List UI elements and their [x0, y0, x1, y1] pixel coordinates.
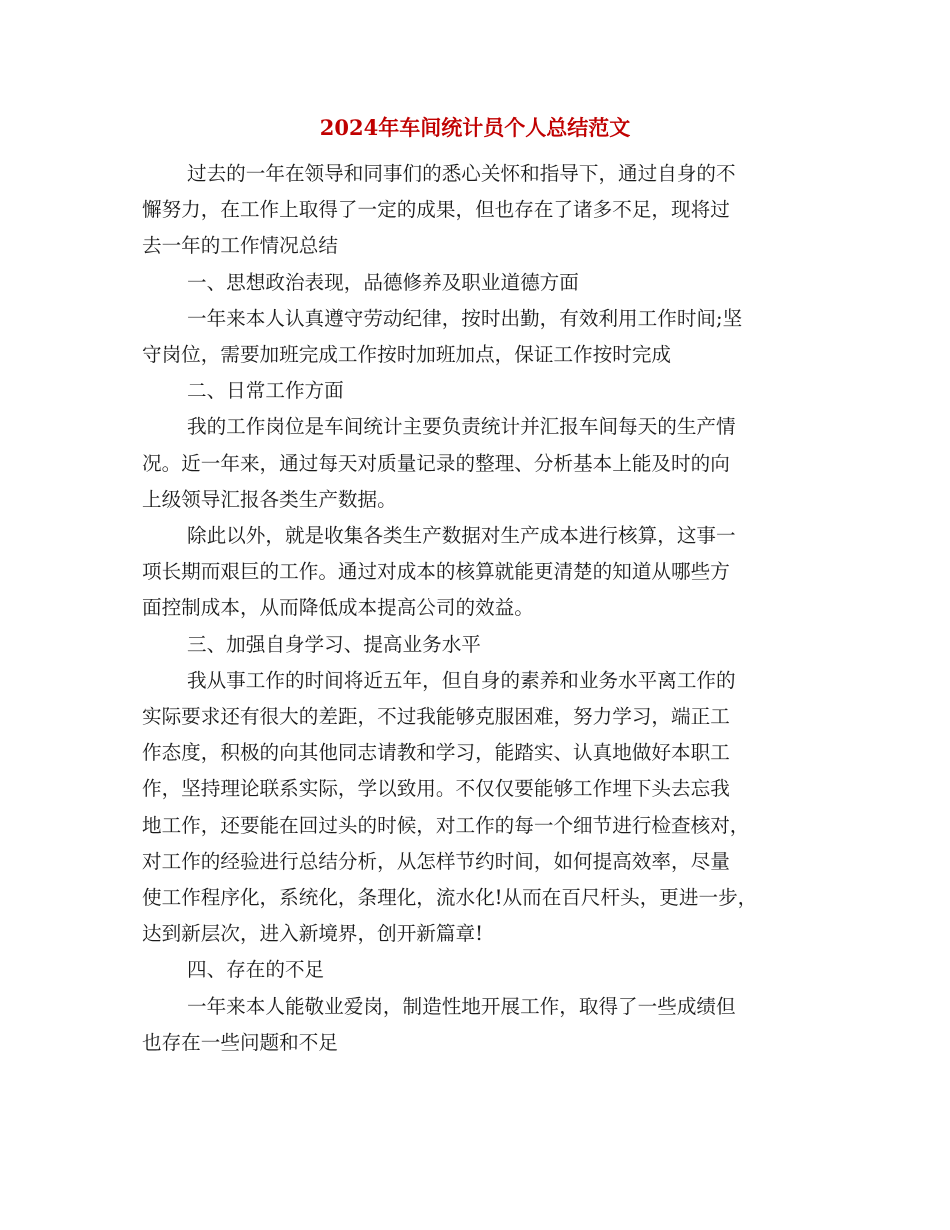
text-line: 也存在一些问题和不足: [142, 1030, 338, 1054]
text-line: 我从事工作的时间将近五年，但自身的素养和业务水平离工作的: [187, 668, 736, 692]
paragraph-section-1: [142, 301, 822, 373]
text-line: 一、思想政治表现，品德修养及职业道德方面: [187, 270, 579, 294]
text-line: 懈努力，在工作上取得了一定的成果，但也存在了诸多不足，现将过: [142, 198, 730, 222]
text-line: 我的工作岗位是车间统计主要负责统计并汇报车间每天的生产情: [187, 415, 736, 439]
document-body: [142, 156, 822, 1061]
section-heading-2: [142, 373, 822, 409]
text-line: 一年来本人能敬业爱岗，制造性地开展工作，取得了一些成绩但: [187, 994, 736, 1018]
paragraph-section-4: [142, 989, 822, 1061]
text-line: 作，坚持理论联系实际，学以致用。不仅仅要能够工作埋下头去忘我: [142, 777, 730, 801]
paragraph-intro: [142, 156, 822, 265]
text-line: 使工作程序化，系统化，条理化，流水化!从而在百尺杆头，更进一步，: [142, 886, 758, 910]
text-line: 项长期而艰巨的工作。通过对成本的核算就能更清楚的知道从哪些方: [142, 560, 730, 584]
text-line: 四、存在的不足: [187, 958, 325, 982]
text-line: 达到新层次，进入新境界，创开新篇章!: [142, 922, 483, 946]
section-heading-1: [142, 265, 822, 301]
text-line: 除此以外，就是收集各类生产数据对生产成本进行核算，这事一: [187, 524, 736, 548]
text-line: 二、日常工作方面: [187, 379, 344, 403]
text-line: 实际要求还有很大的差距，不过我能够克服困难，努力学习，端正工: [142, 705, 730, 729]
text-line: 去一年的工作情况总结: [142, 234, 338, 258]
section-heading-3: [142, 627, 822, 663]
text-line: 三、加强自身学习、提高业务水平: [187, 632, 481, 656]
text-line: 作态度，积极的向其他同志请教和学习，能踏实、认真地做好本职工: [142, 741, 730, 765]
text-line: 一年来本人认真遵守劳动纪律，按时出勤，有效利用工作时间;坚: [187, 306, 743, 330]
text-line: 上级领导汇报各类生产数据。: [142, 487, 397, 511]
text-line: 对工作的经验进行总结分析，从怎样节约时间，如何提高效率，尽量: [142, 849, 730, 873]
text-line: 况。近一年来，通过每天对质量记录的整理、分析基本上能及时的向: [142, 451, 730, 475]
text-line: 面控制成本，从而降低成本提高公司的效益。: [142, 596, 534, 620]
text-line: 过去的一年在领导和同事们的悉心关怀和指导下，通过自身的不: [187, 162, 736, 185]
text-line: 地工作，还要能在回过头的时候，对工作的每一个细节进行检查核对，: [142, 813, 750, 837]
paragraph-section-2b: [142, 518, 822, 627]
document-title: 2024年车间统计员个人总结范文: [319, 115, 631, 140]
paragraph-section-2a: [142, 409, 822, 518]
paragraph-section-3: [142, 663, 822, 953]
text-line: 守岗位，需要加班完成工作按时加班加点，保证工作按时完成: [142, 343, 672, 367]
section-heading-4: [142, 952, 822, 988]
